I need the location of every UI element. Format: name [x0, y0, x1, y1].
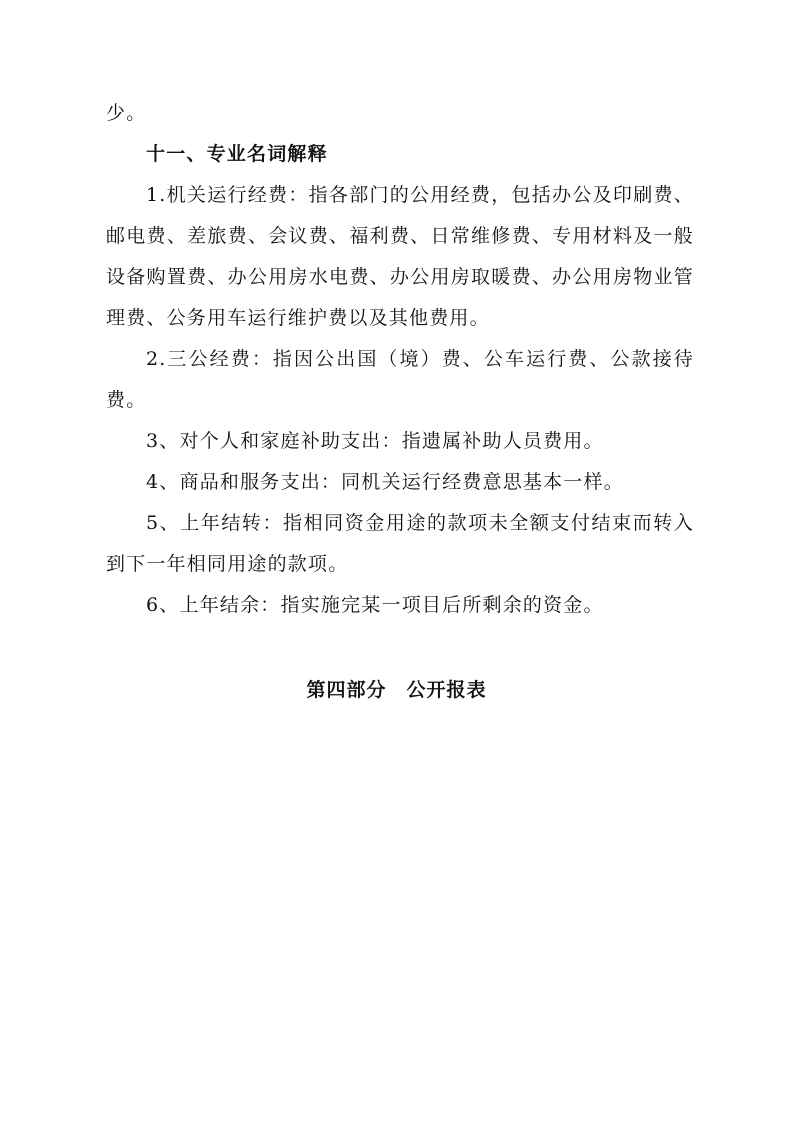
definition-paragraph: 1.机关运行经费：指各部门的公用经费，包括办公及印刷费、邮电费、差旅费、会议费、福利费、日常维修费、专用材料及一般设备购置费、办公用房水电费、办公用房取暖费、办公用房物业管理费、公务用车运行维护费以及其他费用。: [106, 184, 694, 329]
part-title: 第四部分 公开报表: [306, 679, 487, 701]
definition-paragraph: 6、上年结余：指实施完某一项目后所剩余的资金。: [146, 594, 604, 616]
definition-paragraph: 3、对个人和家庭补助支出：指遗属补助人员费用。: [146, 430, 604, 452]
definition-paragraph: 2.三公经费：指因公出国（境）费、公车运行费、公款接待费。: [106, 348, 694, 411]
document-body: [106, 93, 694, 626]
section-heading: 十一、专业名词解释: [146, 143, 328, 165]
definition-paragraph: 5、上年结转：指相同资金用途的款项未全额支付结束而转入到下一年相同用途的款项。: [106, 512, 694, 575]
definition-paragraph: 4、商品和服务支出：同机关运行经费意思基本一样。: [146, 471, 624, 493]
continuation-text: 少。: [106, 102, 147, 124]
